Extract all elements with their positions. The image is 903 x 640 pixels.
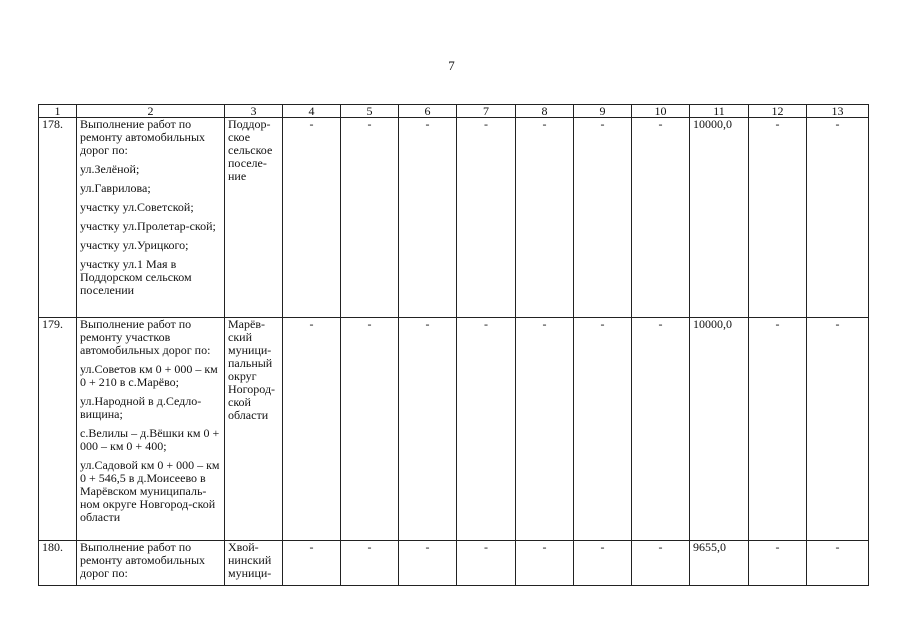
value-cell: - [516, 318, 574, 541]
value-cell: - [632, 318, 690, 541]
value-cell: - [749, 318, 807, 541]
row-number: 180. [39, 541, 77, 586]
column-header: 12 [749, 105, 807, 118]
table-row [39, 118, 869, 318]
value-cell: - [749, 541, 807, 586]
description-line: Выполнение работ по ремонту автомобильных дорог по: [80, 540, 206, 580]
value-cell: - [807, 541, 869, 586]
row-number: 179. [39, 318, 77, 541]
work-description [77, 118, 225, 318]
description-line: ул.Народной в д.Седло-вищина; [80, 394, 202, 421]
description-line: ул.Советов км 0 + 000 – км 0 + 210 в с.Марёво; [80, 362, 218, 389]
value-cell: - [749, 118, 807, 318]
value-cell: - [283, 318, 341, 541]
column-header: 9 [574, 105, 632, 118]
description-line: участку ул.Пролетар-ской; [80, 219, 216, 233]
value-cell: - [283, 118, 341, 318]
column-header: 10 [632, 105, 690, 118]
value-cell: - [399, 118, 457, 318]
value-cell: - [341, 541, 399, 586]
description-line: Выполнение работ по ремонту автомобильных дорог по: [80, 117, 206, 157]
column-header: 7 [457, 105, 516, 118]
column-header: 5 [341, 105, 399, 118]
value-cell: - [399, 318, 457, 541]
column-header: 6 [399, 105, 457, 118]
amount-cell: 10000,0 [690, 118, 749, 318]
column-header: 4 [283, 105, 341, 118]
column-header: 2 [77, 105, 225, 118]
municipality: Хвой-нинский муници- [225, 541, 283, 586]
value-cell: - [632, 541, 690, 586]
description-line: участку ул.Советской; [80, 200, 194, 214]
value-cell: - [574, 318, 632, 541]
work-description [77, 541, 225, 586]
description-line: ул.Гаврилова; [80, 181, 151, 195]
value-cell: - [399, 541, 457, 586]
value-cell: - [457, 541, 516, 586]
value-cell: - [574, 118, 632, 318]
table-header [39, 105, 869, 118]
description-line: с.Велилы – д.Вёшки км 0 + 000 – км 0 + 400; [80, 426, 220, 453]
column-header: 3 [225, 105, 283, 118]
column-header: 11 [690, 105, 749, 118]
header-row [39, 105, 869, 118]
amount-cell: 10000,0 [690, 318, 749, 541]
value-cell: - [457, 318, 516, 541]
column-header: 1 [39, 105, 77, 118]
municipality: Марёв-ский муници-пальный округ Ногород-ской области [225, 318, 283, 541]
value-cell: - [574, 541, 632, 586]
value-cell: - [341, 318, 399, 541]
description-line: участку ул.1 Мая в Поддорском сельском поселении [80, 257, 192, 297]
value-cell: - [341, 118, 399, 318]
description-line: участку ул.Урицкого; [80, 238, 189, 252]
description-line: Выполнение работ по ремонту участков автомобильных дорог по: [80, 317, 211, 357]
municipality: Поддор-ское сельское поселе-ние [225, 118, 283, 318]
work-description [77, 318, 225, 541]
value-cell: - [632, 118, 690, 318]
data-table [38, 104, 869, 586]
description-line: ул.Садовой км 0 + 000 – км 0 + 546,5 в д.Моисеево в Марёвском муниципаль-ном округе Новгород-ской области [80, 458, 220, 524]
table-row [39, 541, 869, 586]
description-line: ул.Зелёной; [80, 162, 140, 176]
column-header: 8 [516, 105, 574, 118]
value-cell: - [283, 541, 341, 586]
value-cell: - [457, 118, 516, 318]
value-cell: - [516, 541, 574, 586]
page-number: 7 [448, 58, 455, 73]
amount-cell: 9655,0 [690, 541, 749, 586]
value-cell: - [807, 118, 869, 318]
table-row [39, 318, 869, 541]
value-cell: - [516, 118, 574, 318]
value-cell: - [807, 318, 869, 541]
column-header: 13 [807, 105, 869, 118]
row-number: 178. [39, 118, 77, 318]
